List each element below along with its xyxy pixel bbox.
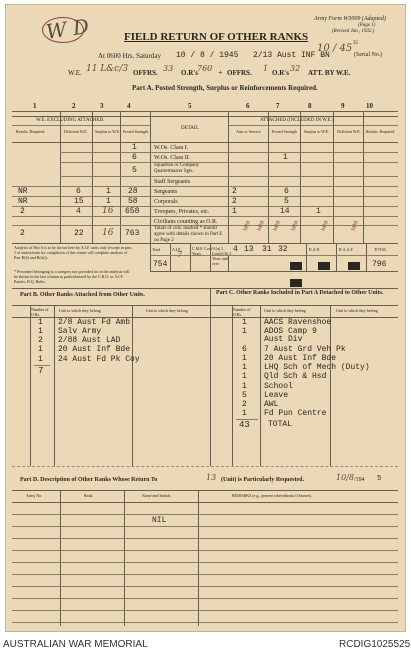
footer-right: RCDIG1025525 [339, 639, 411, 650]
part-c-unit: 20 Aust Inf Bde [264, 354, 337, 363]
analysis-total: 754 [153, 260, 168, 269]
annotation-scribble: MM [350, 219, 360, 233]
part-d-title-post: (Unit) is Particularly Requested. [221, 477, 304, 483]
row-att-posted: 5 [284, 197, 289, 206]
row-posted: 5 [132, 166, 137, 175]
offrs-value: 33 [163, 64, 174, 73]
part-c-unit: 7 Aust Grd Veh Pk [264, 345, 346, 354]
row-deficient: 15 [74, 197, 84, 206]
part-c-total: 43 [239, 420, 250, 430]
page-reference: (Page 1) [358, 23, 376, 28]
attached-header: ATTACHED (INCLUDED IN W.E.) [260, 118, 334, 123]
part-b-unit: 2/88 Aust LAD [58, 336, 121, 345]
row-deficient: 22 [74, 229, 84, 238]
part-b-title: Part B. Other Ranks Attached from Other Units. [20, 292, 145, 298]
row-detail: W.Os. Class I. [154, 145, 189, 151]
part-c-total-label: TOTAL [268, 420, 293, 429]
part-c-count: 1 [242, 382, 247, 391]
annotation-scribble: MM [256, 219, 266, 233]
we-value: 11 L&c/3 [86, 64, 129, 74]
ors2-label: O.R's [272, 69, 289, 77]
row-reinf: 2 [20, 229, 25, 238]
excluding-attached-header: W.E. EXCLUDING ATTACHED. [36, 118, 105, 123]
part-b-count: 1 [38, 327, 43, 336]
row-detail: Staff Sergeants [154, 179, 191, 185]
part-a-title: Part A. Posted Strength, Surplus or Reinforcements Required. [132, 84, 318, 92]
row-att-surplus: 1 [316, 207, 321, 216]
annotation-scribble: MM [272, 219, 282, 233]
unit-value: 2/13 Aust INF BN [253, 51, 330, 60]
part-c-count: 6 [242, 345, 247, 354]
row-detail: W.Os. Class II. [154, 155, 191, 161]
serial-superscript: 35 [353, 41, 358, 46]
row-posted: 658 [125, 207, 140, 216]
part-c-unit: ADOS Camp 9 Aust Div [264, 327, 317, 344]
row-detail: Totals of cols. marked * should agree with details shown in Part E on Page 2 [154, 226, 223, 243]
part-c-unit: Leave [264, 391, 289, 400]
part-c-count: 1 [242, 372, 247, 381]
row-detail: Troopers, Privates, etc. [154, 209, 210, 215]
part-b-count: 1 [38, 345, 43, 354]
date-line-prefix: At 0600 Hrs. Saturday [98, 52, 161, 60]
part-b-count: 2 [38, 336, 43, 345]
part-d-date: 10/8 [336, 473, 354, 482]
part-d-entry: NIL [152, 516, 167, 525]
part-b-unit: 2/8 Aust Fd Amb [58, 318, 131, 327]
annotation-scribble: MM [290, 219, 300, 233]
row-detail: Sergeants [154, 189, 178, 195]
blackout-box [290, 279, 302, 287]
part-d-year-suffix: /194 [354, 477, 365, 483]
analysis-footnote: * Personnel belonging to a category not provided for in the analysis will be shown in the last column as particularized by the C.R.O. or A.I.F. Parties, H.Q. Rules. [14, 269, 130, 284]
blackout-box [290, 262, 302, 270]
row-att-arm: 2 [232, 197, 237, 206]
part-c-unit: LHQ Sch of Mech (Duty) [264, 363, 370, 372]
row-att-arm: 1 [232, 207, 237, 216]
offrs-label: OFFRS. [133, 69, 158, 77]
analysis-note: Analysis of Part A is to be shown here by A.I.F. units only (except in pars. 1 of instructions for completion of this return will complete analysis of Part B(ii) and B(iii)). [14, 245, 133, 260]
part-b-total: 7 [38, 366, 44, 376]
row-posted: 1 [132, 143, 137, 152]
row-detail: Civilians counting as O.R. [154, 219, 218, 225]
date-value: 10 / 8 / 1945 [176, 51, 239, 60]
part-c-unit: Fd Pun Centre [264, 409, 327, 418]
footer-left: AUSTRALIAN WAR MEMORIAL [3, 639, 148, 650]
row-att-posted: 1 [283, 153, 288, 162]
row-surplus: 1 [106, 197, 111, 206]
row-posted: 28 [128, 187, 138, 196]
row-posted: 6 [132, 153, 137, 162]
circled-mark [42, 17, 84, 43]
part-b-count: 1 [38, 355, 43, 364]
part-d-title-pre: Part D. Description of Other Ranks Whose Return To [20, 477, 158, 483]
part-c-unit: AACS Ravenshoe [264, 318, 332, 327]
row-reinf: 2 [20, 207, 25, 216]
row-detail: Corporals [154, 199, 178, 205]
row-att-posted: 6 [284, 187, 289, 196]
detail-header: DETAIL [181, 126, 199, 131]
ors-value: 760 [197, 64, 213, 73]
row-detail: Squadron or Company Quartermaster Sgts. [154, 163, 200, 174]
blackout-box [348, 262, 360, 270]
part-c-unit: Qld Sch & Hsd [264, 372, 327, 381]
handwritten-mark: W D [44, 14, 91, 44]
row-deficient: 6 [76, 187, 81, 196]
ors2-value: 32 [290, 64, 301, 73]
serial-label: (Serial No.) [354, 52, 383, 58]
row-posted: 763 [125, 229, 140, 238]
row-reinf: NR [18, 197, 28, 206]
revised-note: (Revised Jan., 1932.) [332, 29, 375, 34]
serial-value: 10 / 45 [317, 43, 353, 54]
att-label: ATT. BY W.E. [308, 69, 351, 77]
part-c-title: Part C. Other Ranks Included in Part A Detached to Other Units. [216, 290, 384, 296]
part-c-unit: AWL [264, 400, 279, 409]
row-att-arm: 2 [232, 187, 237, 196]
analysis-aif: 7 [177, 250, 183, 259]
part-c-count: 1 [242, 409, 247, 418]
we-label: W.E. [68, 69, 82, 77]
part-c-count: 1 [242, 354, 247, 363]
part-b-unit: 20 Aust Inf Bde [58, 345, 131, 354]
row-surplus: 1 [106, 187, 111, 196]
part-d-unit-number: 13 [206, 473, 217, 482]
row-surplus: 16 [102, 228, 114, 238]
part-c-count: 2 [242, 400, 247, 409]
row-deficient: 4 [76, 207, 81, 216]
part-c-unit: School [264, 382, 293, 391]
part-c-count: 1 [242, 327, 247, 336]
row-att-posted: 14 [280, 207, 290, 216]
archive-footer [0, 634, 411, 654]
part-c-count: 5 [242, 391, 247, 400]
row-posted: 58 [128, 197, 138, 206]
part-b-count: 1 [38, 318, 43, 327]
analysis-grand-total: 796 [372, 260, 387, 269]
part-c-count: 1 [242, 363, 247, 372]
part-b-unit: Salv Army [58, 327, 102, 336]
annotation-scribble: MM [320, 219, 330, 233]
part-b-unit: 24 Aust Fd Pk Coy [58, 355, 140, 364]
form-title: FIELD RETURN OF OTHER RANKS [124, 31, 309, 43]
blackout-box [318, 262, 330, 270]
ors-label: O.R's [181, 69, 198, 77]
offrs2-value: 1 [263, 64, 269, 73]
part-d-year-digit: 5 [377, 475, 382, 483]
document-sheet: Army Form W3009 (Adapted) (Page 1) (Revised Jan., 1932.) W D FIELD RETURN OF OTHER RANKS At 0600 Hrs. Saturday 10 / 8 / 1945 2/13 Aust INF BN 10 / 45 35 (Serial No.) W.E. 11 L&c/3 OFFRS. 33 O.R's 760 + OFFRS. 1 O.R's 32 ATT. BY W.E. Part A. Posted Strength, Surplus or Reinforcements Required. 1 2 3 4 5 6 7 8 9 10 W.E. EXCLUDING ATTACHED. ATTACHED (INCLUDED IN W.E.) DETAIL Reinfts. Required. Deficient W.E. Surplus to W.E. Posted Strength. Arm or Service Posted Strength Surplus to W.E. Deficient W.E. Reinfts. Required. W.Os. Class I. 1 W.Os. Class II. 6 1 Squadron or Company Quartermaster Sgts. 5 Staff Sergeants Sergeants NR 6 1 28 2 6 Corporals NR 15 1 58 2 5 Troopers, Privates, etc. 2 4 16 658 1 14 1 Civilians counting as O.R. Totals of cols. marked * should agree with details shown in Part E on Page 2 2 22 16 763 MM MM MM MM MM MM Analysis of Part A is to be shown here by A.I.F. units only (except in pars. 1 of instructions for completion of this return will complete analysis of Part B(ii) and B(iii)). * Personnel belonging to a category not provided for in the analysis will be shown in the last column as particularized by the C.R.O. or A.I.F. Parties, H.Q. Rules. Total A.I.F. C.M.F. Cont'd (a) 2 Years Cont'd (b) 2 Years and over R.A.N. R.A.A.F. TOTAL 754 7 796 4 13 31 32 Part B. Other Ranks Attached from Other Units. Part C. Other Ranks Included in Part A Detached to Other Units. Number of O.Rs. Unit to which they belong Unit to which they belong Number of O.Rs. Unit to which they belong Unit to which they belong 1 2/8 Aust Fd Amb 1 Salv Army 2 2/88 Aust LAD 1 20 Aust Inf Bde 1 24 Aust Fd Pk Coy 7 1 AACS Ravenshoe 1 ADOS Camp 9 Aust Div 6 7 Aust Grd Veh Pk 1 20 Aust Inf Bde 1 LHQ Sch of Mech (Duty) 1 Qld Sch & Hsd 1 School 5 Leave 2 AWL 1 Fd Pun Centre 43 TOTAL Part D. Description of Other Ranks Whose Return To 13 (Unit) is Particularly Requested. 10/8 /194 5 Army No. Rank Name and Initials REMARKS (e.g., present whereabouts if known). NIL [5, 4, 406, 632]
offrs2-label: OFFRS. [227, 69, 252, 77]
form-reference: Army Form W3009 (Adapted) [314, 16, 386, 22]
row-reinf: NR [18, 187, 28, 196]
part-c-count: 1 [242, 318, 247, 327]
annotation-scribble: MM [242, 219, 252, 233]
row-surplus: 16 [102, 206, 114, 216]
